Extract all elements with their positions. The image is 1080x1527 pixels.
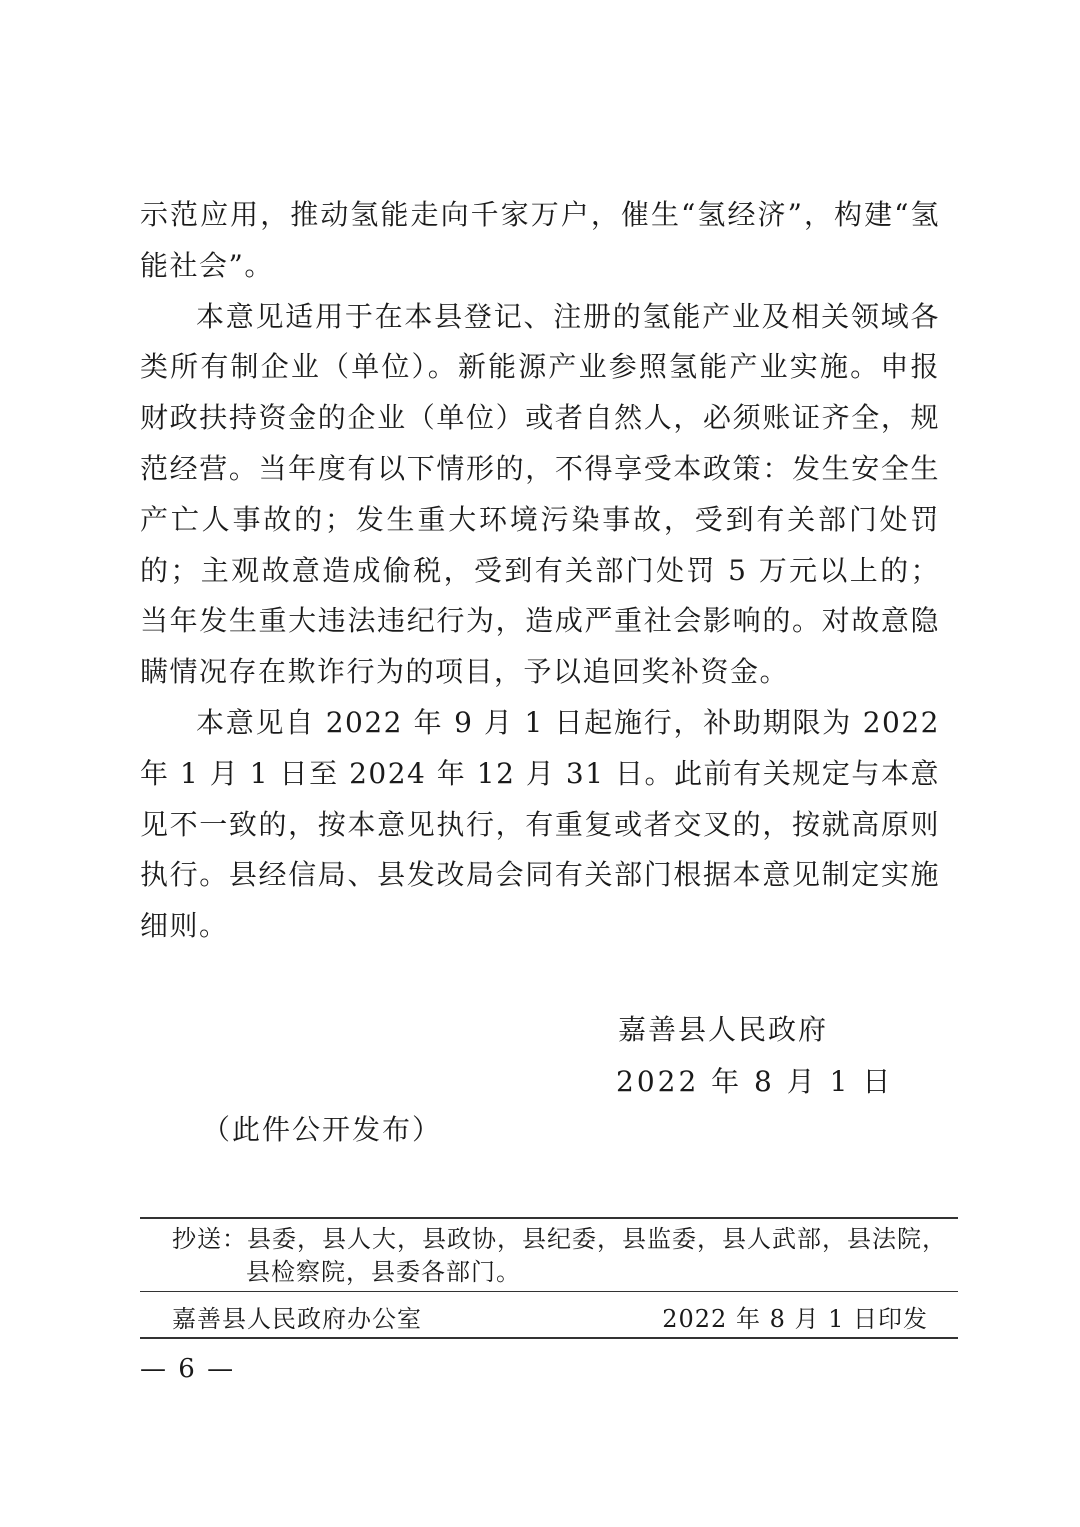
issue-date: 2022 年 8 月 1 日印发 <box>662 1305 928 1333</box>
footer-rule-middle <box>140 1291 958 1292</box>
cc-recipients <box>172 1223 947 1289</box>
footer-rule-bottom <box>140 1337 958 1339</box>
cc-line-2: 县检察院，县委各部门。 <box>246 1258 521 1286</box>
paragraph-3: 本意见自 2022 年 9 月 1 日起施行，补助期限为 2022 年 1 月 1 日至 2024 年 12 月 31 日。此前有关规定与本意见不一致的，按本意见执行，有重复或者交叉的，按就高原则执行。县经信局、县发改局会同有关部门根据本意见制定实施细则。 <box>140 705 940 943</box>
paragraph-1: 示范应用，推动氢能走向千家万户，催生“氢经济”，构建“氢能社会”。 <box>140 198 940 282</box>
body-text <box>140 190 940 952</box>
cc-line-1: 抄送：县委，县人大，县政协，县纪委，县监委，县人武部，县法院， <box>172 1225 947 1253</box>
paragraph-2: 本意见适用于在本县登记、注册的氢能产业及相关领域各类所有制企业（单位）。新能源产业参照氢能产业实施。申报财政扶持资金的企业（单位）或者自然人，必须账证齐全，规范经营。当年度有以下情形的，不得享受本政策：发生安全生产亡人事故的；发生重大环境污染事故，受到有关部门处罚的；主观故意造成偷税，受到有关部门处罚 5 万元以上的；当年发生重大违法违纪行为，造成严重社会影响的。对故意隐瞒情况存在欺诈行为的项目，予以追回奖补资金。 <box>140 299 940 689</box>
signature-organization: 嘉善县人民政府 <box>618 1013 829 1046</box>
publication-note: （此件公开发布） <box>202 1113 443 1146</box>
issuing-office: 嘉善县人民政府办公室 <box>172 1305 422 1333</box>
signature-date: 2022 年 8 月 1 日 <box>616 1065 894 1098</box>
page-number: — 6 — <box>140 1354 236 1384</box>
footer-rule-top <box>140 1217 958 1219</box>
